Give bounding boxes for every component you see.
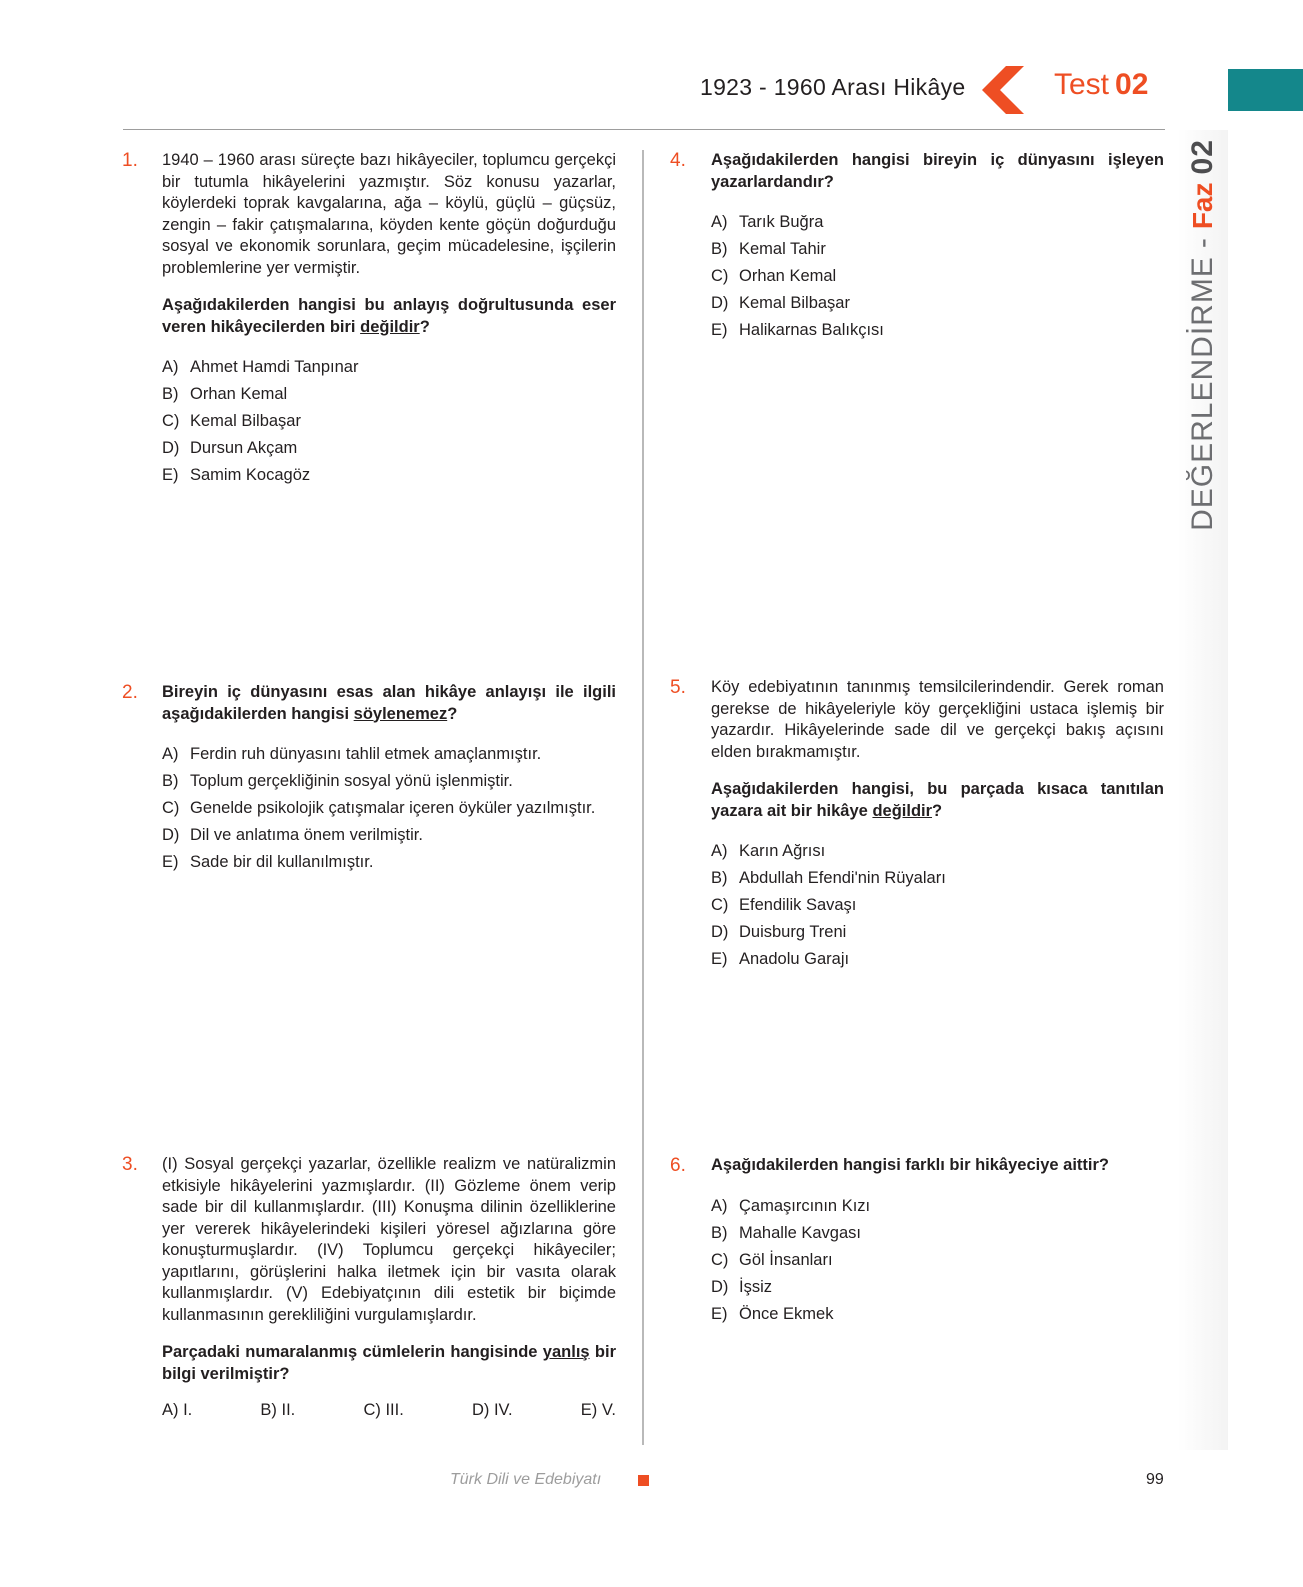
answer-options (711, 209, 1164, 344)
answer-option[interactable]: B) II. (260, 1401, 296, 1419)
header-divider (123, 129, 1165, 130)
test-label (1054, 68, 1148, 102)
question-stem: Bireyin iç dünyasını esas alan hikâye anlayışı ile ilgili aşağıdakilerden hangisi söylenemez? (162, 683, 616, 723)
answer-option[interactable]: C) III. (363, 1401, 404, 1419)
test-number: 02 (1115, 68, 1149, 101)
answer-options (711, 1193, 1164, 1328)
answer-option[interactable]: B) Abdullah Efendi'nin Rüyaları (711, 869, 946, 887)
question-number: 1. (122, 150, 138, 171)
answer-option[interactable]: B) Kemal Tahir (711, 240, 826, 258)
question-stem: Parçadaki numaralanmış cümlelerin hangisinde yanlış bir bilgi verilmiştir? (162, 1343, 616, 1383)
answer-option[interactable]: A) Çamaşırcının Kızı (711, 1196, 871, 1215)
answer-options (162, 741, 616, 876)
chapter-title: 1923 - 1960 Arası Hikâye (700, 74, 966, 100)
answer-option[interactable]: D) İşsiz (711, 1277, 772, 1296)
answer-option[interactable]: A) Ahmet Hamdi Tanpınar (162, 358, 359, 376)
answer-options (162, 1401, 616, 1420)
answer-option[interactable]: A) Tarık Buğra (711, 213, 824, 231)
question-1 (122, 150, 616, 489)
phase-number: 02 (1186, 139, 1219, 175)
question-4 (670, 150, 1164, 344)
question-number: 5. (670, 677, 686, 698)
answer-option[interactable]: C) Kemal Bilbaşar (162, 412, 301, 430)
question-stem: Aşağıdakilerden hangisi bireyin iç dünyasını işleyen yazarlardandır? (711, 151, 1164, 191)
section-separator: - (1186, 237, 1219, 249)
answer-option[interactable]: A) I. (162, 1401, 193, 1419)
footer-subject: Türk Dili ve Edebiyatı (450, 1471, 602, 1488)
question-2 (122, 682, 616, 876)
question-number: 4. (670, 150, 686, 171)
answer-option[interactable]: E) V. (580, 1401, 616, 1419)
phase-label: Faz (1187, 182, 1218, 230)
question-passage: Köy edebiyatının tanınmış temsilcilerindendir. Gerek roman gerekse de hikâyeleriyle köy gerçekliğini ustaca işlemiş bir yazardır. Hikâyelerinde sade dil ve gerçekçi bakış açısını elden bırakmamıştır. (711, 678, 1164, 761)
question-3 (122, 1154, 616, 1420)
square-icon (638, 1475, 649, 1486)
answer-option[interactable]: B) Mahalle Kavgası (711, 1223, 861, 1242)
section-label-text: DEĞERLENDİRME (1186, 256, 1219, 531)
column-divider (642, 150, 644, 1445)
answer-option[interactable]: E) Anadolu Garajı (711, 950, 850, 968)
question-5 (670, 677, 1164, 973)
answer-option[interactable]: C) Efendilik Savaşı (711, 896, 857, 914)
answer-option[interactable]: D) Dil ve anlatıma önem verilmiştir. (162, 826, 423, 844)
answer-option[interactable]: D) Dursun Akçam (162, 439, 298, 457)
answer-option[interactable]: C) Orhan Kemal (711, 267, 837, 285)
question-stem: Aşağıdakilerden hangisi, bu parçada kısaca tanıtılan yazara ait bir hikâye değildir? (711, 780, 1164, 820)
page-number: 99 (1146, 1471, 1164, 1488)
test-label-text: Test (1054, 68, 1110, 101)
question-passage: (I) Sosyal gerçekçi yazarlar, özellikle realizm ve natüralizmin etkisiyle hikâyelerini yazmışlardır. (II) Gözleme önem verip sade bir dil kullanmışlardır. (III) Konuşma dilinin özelliklerine yer vererek hikâyelerindeki kişileri yöresel ağızlarına göre konuşturmuşlardır. (IV) Toplumcu gerçekçi hikâyeciler; yapıtlarını, görüşlerini halka iletmek için bir vasıta olarak kullanmışlardır. (V) Edebiyatçının dili estetik bir biçimde kullanmasının gerekliliğini vurgulamışlardır. (162, 1155, 616, 1324)
answer-option[interactable]: C) Göl İnsanları (711, 1250, 833, 1269)
answer-option[interactable]: B) Orhan Kemal (162, 385, 288, 403)
answer-options (711, 838, 1164, 973)
answer-option[interactable]: E) Samim Kocagöz (162, 466, 311, 484)
answer-option[interactable]: B) Toplum gerçekliğinin sosyal yönü işlenmiştir. (162, 772, 513, 790)
answer-option[interactable]: E) Halikarnas Balıkçısı (711, 321, 884, 339)
answer-options (162, 354, 616, 489)
question-number: 6. (670, 1155, 686, 1176)
question-number: 2. (122, 682, 138, 703)
question-6 (670, 1155, 1164, 1328)
chapter-tab (1228, 69, 1303, 111)
answer-option[interactable]: C) Genelde psikolojik çatışmalar içeren öyküler yazılmıştır. (162, 799, 596, 817)
answer-option[interactable]: D) IV. (471, 1401, 513, 1419)
answer-option[interactable]: A) Karın Ağrısı (711, 842, 826, 860)
answer-option[interactable]: D) Duisburg Treni (711, 923, 847, 941)
answer-option[interactable]: E) Önce Ekmek (711, 1304, 834, 1323)
question-stem: Aşağıdakilerden hangisi bu anlayış doğrultusunda eser veren hikâyecilerden biri değildir? (162, 296, 616, 336)
question-number: 3. (122, 1154, 138, 1175)
section-label (1186, 139, 1220, 531)
answer-option[interactable]: D) Kemal Bilbaşar (711, 294, 850, 312)
question-passage: 1940 – 1960 arası süreçte bazı hikâyeciler, toplumcu gerçekçi bir tutumla hikâyelerini yazmıştır. Söz konusu yazarlar, köylerdeki toprak kavgalarına, ağa – köylü, güçlü – güçsüz, zengin – fakir çatışmalarına, köyden kente göçün doğurduğu sosyal ve ekonomik sorunlara, geçim mücadelesine, işçilerin problemlerine yer vermiştir. (162, 151, 616, 277)
answer-option[interactable]: A) Ferdin ruh dünyasını tahlil etmek amaçlanmıştır. (162, 745, 542, 763)
question-stem: Aşağıdakilerden hangisi farklı bir hikâyeciye aittir? (711, 1156, 1109, 1174)
answer-option[interactable]: E) Sade bir dil kullanılmıştır. (162, 853, 374, 871)
left-chevron-icon (982, 66, 1028, 114)
